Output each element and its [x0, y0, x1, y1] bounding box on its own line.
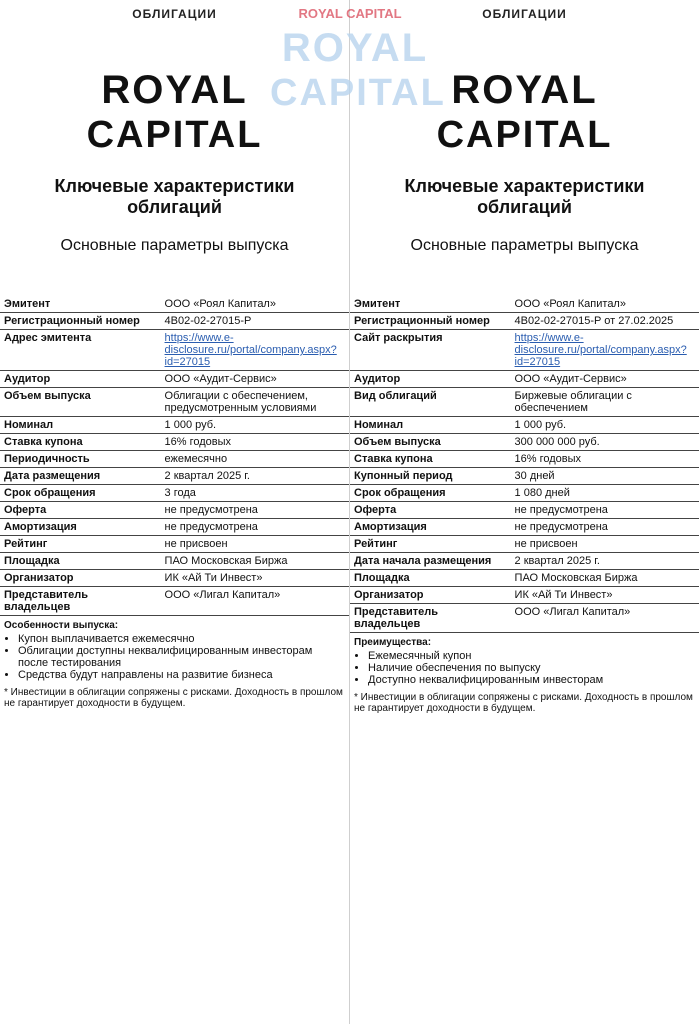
row-value: ООО «Аудит-Сервис» [161, 371, 349, 388]
row-label: Регистрационный номер [350, 313, 511, 330]
row-label: Сайт раскрытия [350, 330, 511, 371]
row-value: не присвоен [511, 536, 699, 553]
row-value [161, 330, 349, 371]
company-logo [0, 70, 349, 154]
table-row [0, 570, 349, 587]
page-title: Ключевые характеристики облигаций [404, 176, 645, 217]
row-label: Объем выпуска [0, 388, 161, 417]
row-label: Амортизация [0, 519, 161, 536]
table-row [350, 604, 699, 633]
row-label: Рейтинг [0, 536, 161, 553]
features-list [368, 650, 695, 686]
table-row [350, 371, 699, 388]
row-value: 3 года [161, 485, 349, 502]
logo-line2: CAPITAL [86, 114, 263, 156]
row-value: 2 квартал 2025 г. [511, 553, 699, 570]
row-value: ИК «Ай Ти Инвест» [161, 570, 349, 587]
logo-line2: CAPITAL [436, 114, 613, 156]
list-item: • Купон выплачивается ежемесячно [18, 633, 345, 645]
table-row [350, 451, 699, 468]
row-value: ООО «Аудит-Сервис» [511, 371, 699, 388]
logo-line1: ROYAL [451, 68, 598, 112]
row-label: Купонный период [350, 468, 511, 485]
table-row [350, 330, 699, 371]
row-label: Представитель владельцев [0, 587, 161, 616]
table-row [350, 485, 699, 502]
list-item: • Ежемесячный купон [368, 650, 695, 662]
row-value: 16% годовых [511, 451, 699, 468]
row-value: ПАО Московская Биржа [161, 553, 349, 570]
page-subtitle: Основные параметры выпуска [410, 237, 639, 254]
row-label: Срок обращения [0, 485, 161, 502]
row-label: Вид облигаций [350, 388, 511, 417]
row-label: Представитель владельцев [350, 604, 511, 633]
table-row [0, 451, 349, 468]
row-value: 4B02-02-27015-P от 27.02.2025 [511, 313, 699, 330]
row-value: не предусмотрена [511, 519, 699, 536]
table-row [0, 388, 349, 417]
list-item: • Наличие обеспечения по выпуску [368, 662, 695, 674]
row-label: Площадка [350, 570, 511, 587]
list-item: • Облигации доступны неквалифицированным инвесторам после тестирования [18, 645, 345, 669]
features-block [350, 633, 699, 718]
row-label: Ставка купона [0, 434, 161, 451]
page-subtitle: Основные параметры выпуска [60, 237, 289, 254]
row-label: Аудитор [350, 371, 511, 388]
table-row [350, 502, 699, 519]
row-value: ежемесячно [161, 451, 349, 468]
row-value: 1 080 дней [511, 485, 699, 502]
table-row [350, 417, 699, 434]
row-value: не предусмотрена [511, 502, 699, 519]
table-row [0, 296, 349, 313]
row-value: 1 000 руб. [511, 417, 699, 434]
table-row [0, 417, 349, 434]
row-label: Оферта [350, 502, 511, 519]
row-label: Эмитент [0, 296, 161, 313]
row-value: ООО «Роял Капитал» [161, 296, 349, 313]
table-row [0, 553, 349, 570]
row-label: Периодичность [0, 451, 161, 468]
row-value: Биржевые облигации с обеспечением [511, 388, 699, 417]
list-item: • Доступно неквалифицированным инвесторам [368, 674, 695, 686]
table-row [350, 536, 699, 553]
row-value: ООО «Лигал Капитал» [161, 587, 349, 616]
table-row [0, 434, 349, 451]
table-row [350, 296, 699, 313]
table-row [350, 519, 699, 536]
disclaimer: * Инвестиции в облигации сопряжены с рисками. Доходность в прошлом не гарантирует доходности в будущем. [4, 687, 343, 709]
row-label: Аудитор [0, 371, 161, 388]
row-value: не присвоен [161, 536, 349, 553]
row-label: Ставка купона [350, 451, 511, 468]
table-row [0, 313, 349, 330]
row-value: ООО «Лигал Капитал» [511, 604, 699, 633]
left-page [0, 0, 349, 1024]
row-value: 2 квартал 2025 г. [161, 468, 349, 485]
row-label: Дата размещения [0, 468, 161, 485]
table-row [0, 502, 349, 519]
brand-header: ОБЛИГАЦИИ [482, 7, 567, 21]
row-value: ПАО Московская Биржа [511, 570, 699, 587]
row-value: не предусмотрена [161, 519, 349, 536]
disclosure-link[interactable]: https://www.e-disclosure.ru/portal/company.aspx?id=27015 [514, 332, 687, 368]
list-item: • Средства будут направлены на развитие бизнеса [18, 669, 345, 681]
features-label: Особенности выпуска: [4, 620, 119, 631]
row-value: 30 дней [511, 468, 699, 485]
row-label: Номинал [350, 417, 511, 434]
ghost-logo-line1: ROYAL [281, 26, 429, 70]
row-value [511, 330, 699, 371]
row-label: Адрес эмитента [0, 330, 161, 371]
table-row [350, 570, 699, 587]
right-page [350, 0, 699, 1024]
row-label: Эмитент [350, 296, 511, 313]
table-row [350, 468, 699, 485]
row-value: Облигации с обеспечением, предусмотренным условиями [161, 388, 349, 417]
row-value: не предусмотрена [161, 502, 349, 519]
row-value: 16% годовых [161, 434, 349, 451]
row-value: ООО «Роял Капитал» [511, 296, 699, 313]
brand-accent-header: ROYAL CAPITAL [298, 6, 402, 21]
disclosure-link[interactable]: https://www.e-disclosure.ru/portal/company.aspx?id=27015 [164, 332, 337, 368]
features-list [18, 633, 345, 681]
row-label: Амортизация [350, 519, 511, 536]
table-row [0, 485, 349, 502]
table-row [0, 536, 349, 553]
row-label: Дата начала размещения [350, 553, 511, 570]
row-label: Рейтинг [350, 536, 511, 553]
row-label: Оферта [0, 502, 161, 519]
table-row [0, 330, 349, 371]
table-row [350, 388, 699, 417]
features-block [0, 616, 349, 713]
disclaimer: * Инвестиции в облигации сопряжены с рисками. Доходность в прошлом не гарантирует доходности в будущем. [354, 692, 693, 714]
row-value: 1 000 руб. [161, 417, 349, 434]
bond-parameters-table [0, 296, 349, 616]
table-row [0, 371, 349, 388]
row-label: Площадка [0, 553, 161, 570]
ghost-logo-line2: CAPITAL [270, 72, 446, 114]
table-row [0, 587, 349, 616]
row-label: Номинал [0, 417, 161, 434]
table-row [0, 468, 349, 485]
row-value: 300 000 000 руб. [511, 434, 699, 451]
brand-header: ОБЛИГАЦИИ [132, 7, 217, 21]
table-row [350, 313, 699, 330]
logo-line1: ROYAL [101, 68, 248, 112]
row-value: ИК «Ай Ти Инвест» [511, 587, 699, 604]
row-label: Объем выпуска [350, 434, 511, 451]
row-label: Срок обращения [350, 485, 511, 502]
table-row [350, 587, 699, 604]
row-label: Регистрационный номер [0, 313, 161, 330]
table-row [350, 553, 699, 570]
company-logo [350, 70, 699, 154]
row-label: Организатор [350, 587, 511, 604]
features-label: Преимущества: [354, 637, 432, 648]
table-row [0, 519, 349, 536]
table-row [350, 434, 699, 451]
bond-parameters-table [350, 296, 699, 633]
row-label: Организатор [0, 570, 161, 587]
row-value: 4B02-02-27015-P [161, 313, 349, 330]
page-title: Ключевые характеристики облигаций [54, 176, 295, 217]
